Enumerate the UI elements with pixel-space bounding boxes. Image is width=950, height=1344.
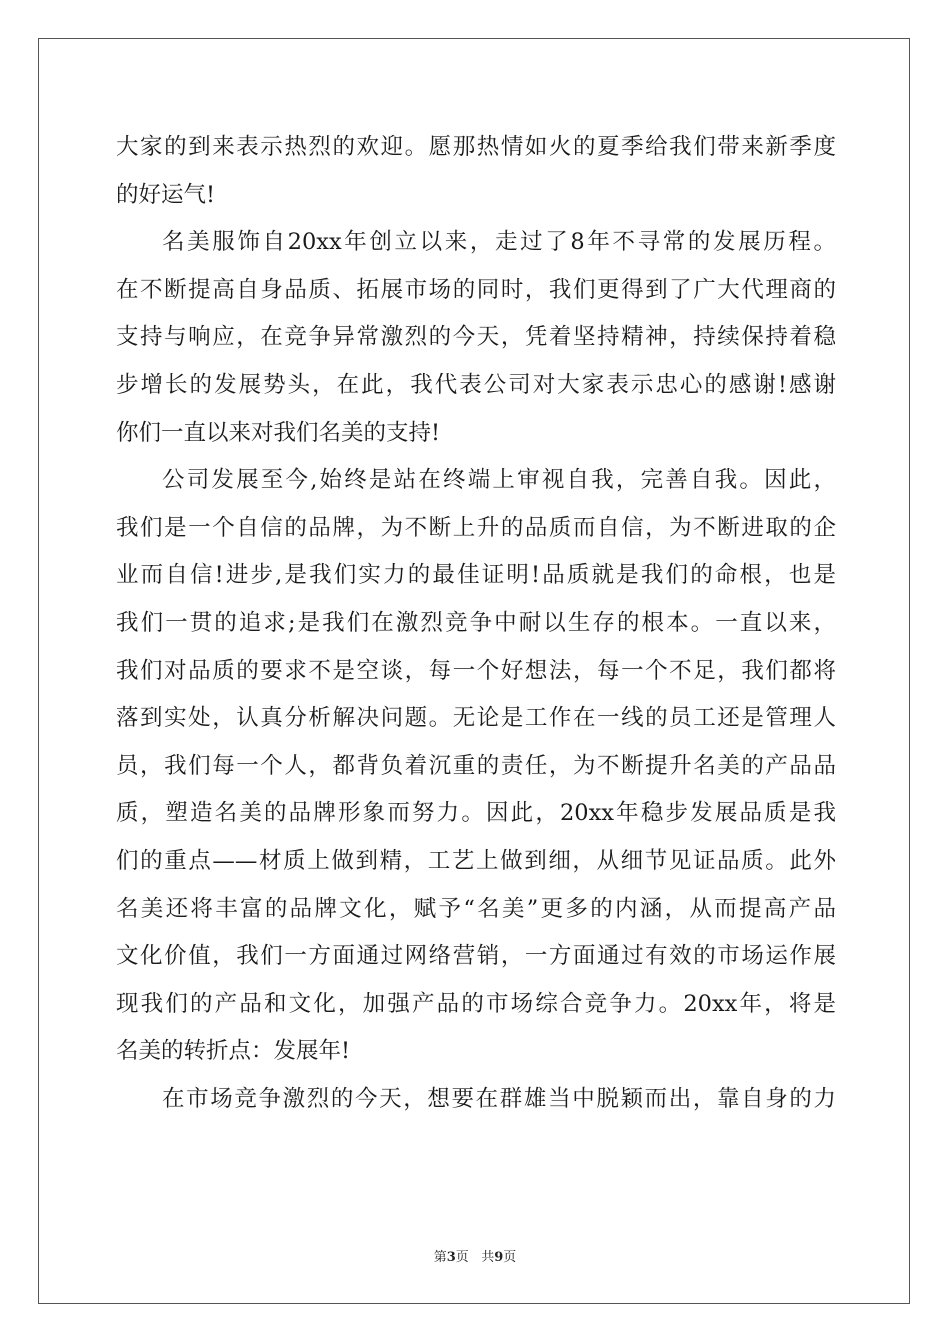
text-line: 步增长的发展势头，在此，我代表公司对大家表示忠心的感谢!感谢 <box>116 371 836 398</box>
text-line: 落到实处，认真分析解决问题。无论是工作在一线的员工还是管理人 <box>116 705 836 732</box>
text-line: 支持与响应，在竞争异常激烈的今天，凭着坚持精神，持续保持着稳 <box>116 324 836 351</box>
page-footer <box>0 1246 950 1265</box>
text-line: 大家的到来表示热烈的欢迎。愿那热情如火的夏季给我们带来新季度 <box>116 134 836 160</box>
footer-total-suffix: 页 <box>503 1250 517 1265</box>
text-line: 名美还将丰富的品牌文化，赋予“名美”更多的内涵，从而提高产品 <box>116 895 836 922</box>
footer-page-number: 3 <box>446 1250 456 1265</box>
text-line: 名美的转折点：发展年! <box>116 1038 351 1065</box>
text-line: 我们一贯的追求;是我们在激烈竞争中耐以生存的根本。一直以来， <box>116 609 836 636</box>
text-line: 在不断提高自身品质、拓展市场的同时，我们更得到了广大代理商的 <box>116 276 836 303</box>
text-line: 文化价值，我们一方面通过网络营销，一方面通过有效的市场运作展 <box>116 943 836 970</box>
footer-page-prefix: 第 <box>433 1250 447 1265</box>
document-body <box>116 124 836 1123</box>
footer-page-suffix: 页 <box>455 1250 469 1265</box>
footer-total-pages: 9 <box>494 1250 504 1265</box>
footer-total-prefix: 共 <box>481 1250 495 1265</box>
text-line: 们的重点——材质上做到精，工艺上做到细，从细节见证品质。此外 <box>116 847 836 874</box>
text-line: 在市场竞争激烈的今天，想要在群雄当中脱颖而出，靠自身的力 <box>162 1085 836 1112</box>
text-line: 员，我们每一个人，都背负着沉重的责任，为不断提升名美的产品品 <box>116 752 836 779</box>
text-line: 公司发展至今,始终是站在终端上审视自我，完善自我。因此， <box>162 467 836 494</box>
text-line: 的好运气! <box>116 181 216 208</box>
text-line: 我们是一个自信的品牌，为不断上升的品质而自信，为不断进取的企 <box>116 514 836 541</box>
text-line: 名美服饰自20xx年创立以来，走过了8年不寻常的发展历程。 <box>162 229 836 256</box>
text-line: 我们对品质的要求不是空谈，每一个好想法，每一个不足，我们都将 <box>116 657 836 684</box>
text-line: 现我们的产品和文化，加强产品的市场综合竞争力。20xx年，将是 <box>116 990 836 1017</box>
text-line: 业而自信!进步,是我们实力的最佳证明!品质就是我们的命根，也是 <box>116 562 836 589</box>
text-line: 质，塑造名美的品牌形象而努力。因此，20xx年稳步发展品质是我 <box>116 800 836 827</box>
text-line: 你们一直以来对我们名美的支持! <box>116 419 441 446</box>
